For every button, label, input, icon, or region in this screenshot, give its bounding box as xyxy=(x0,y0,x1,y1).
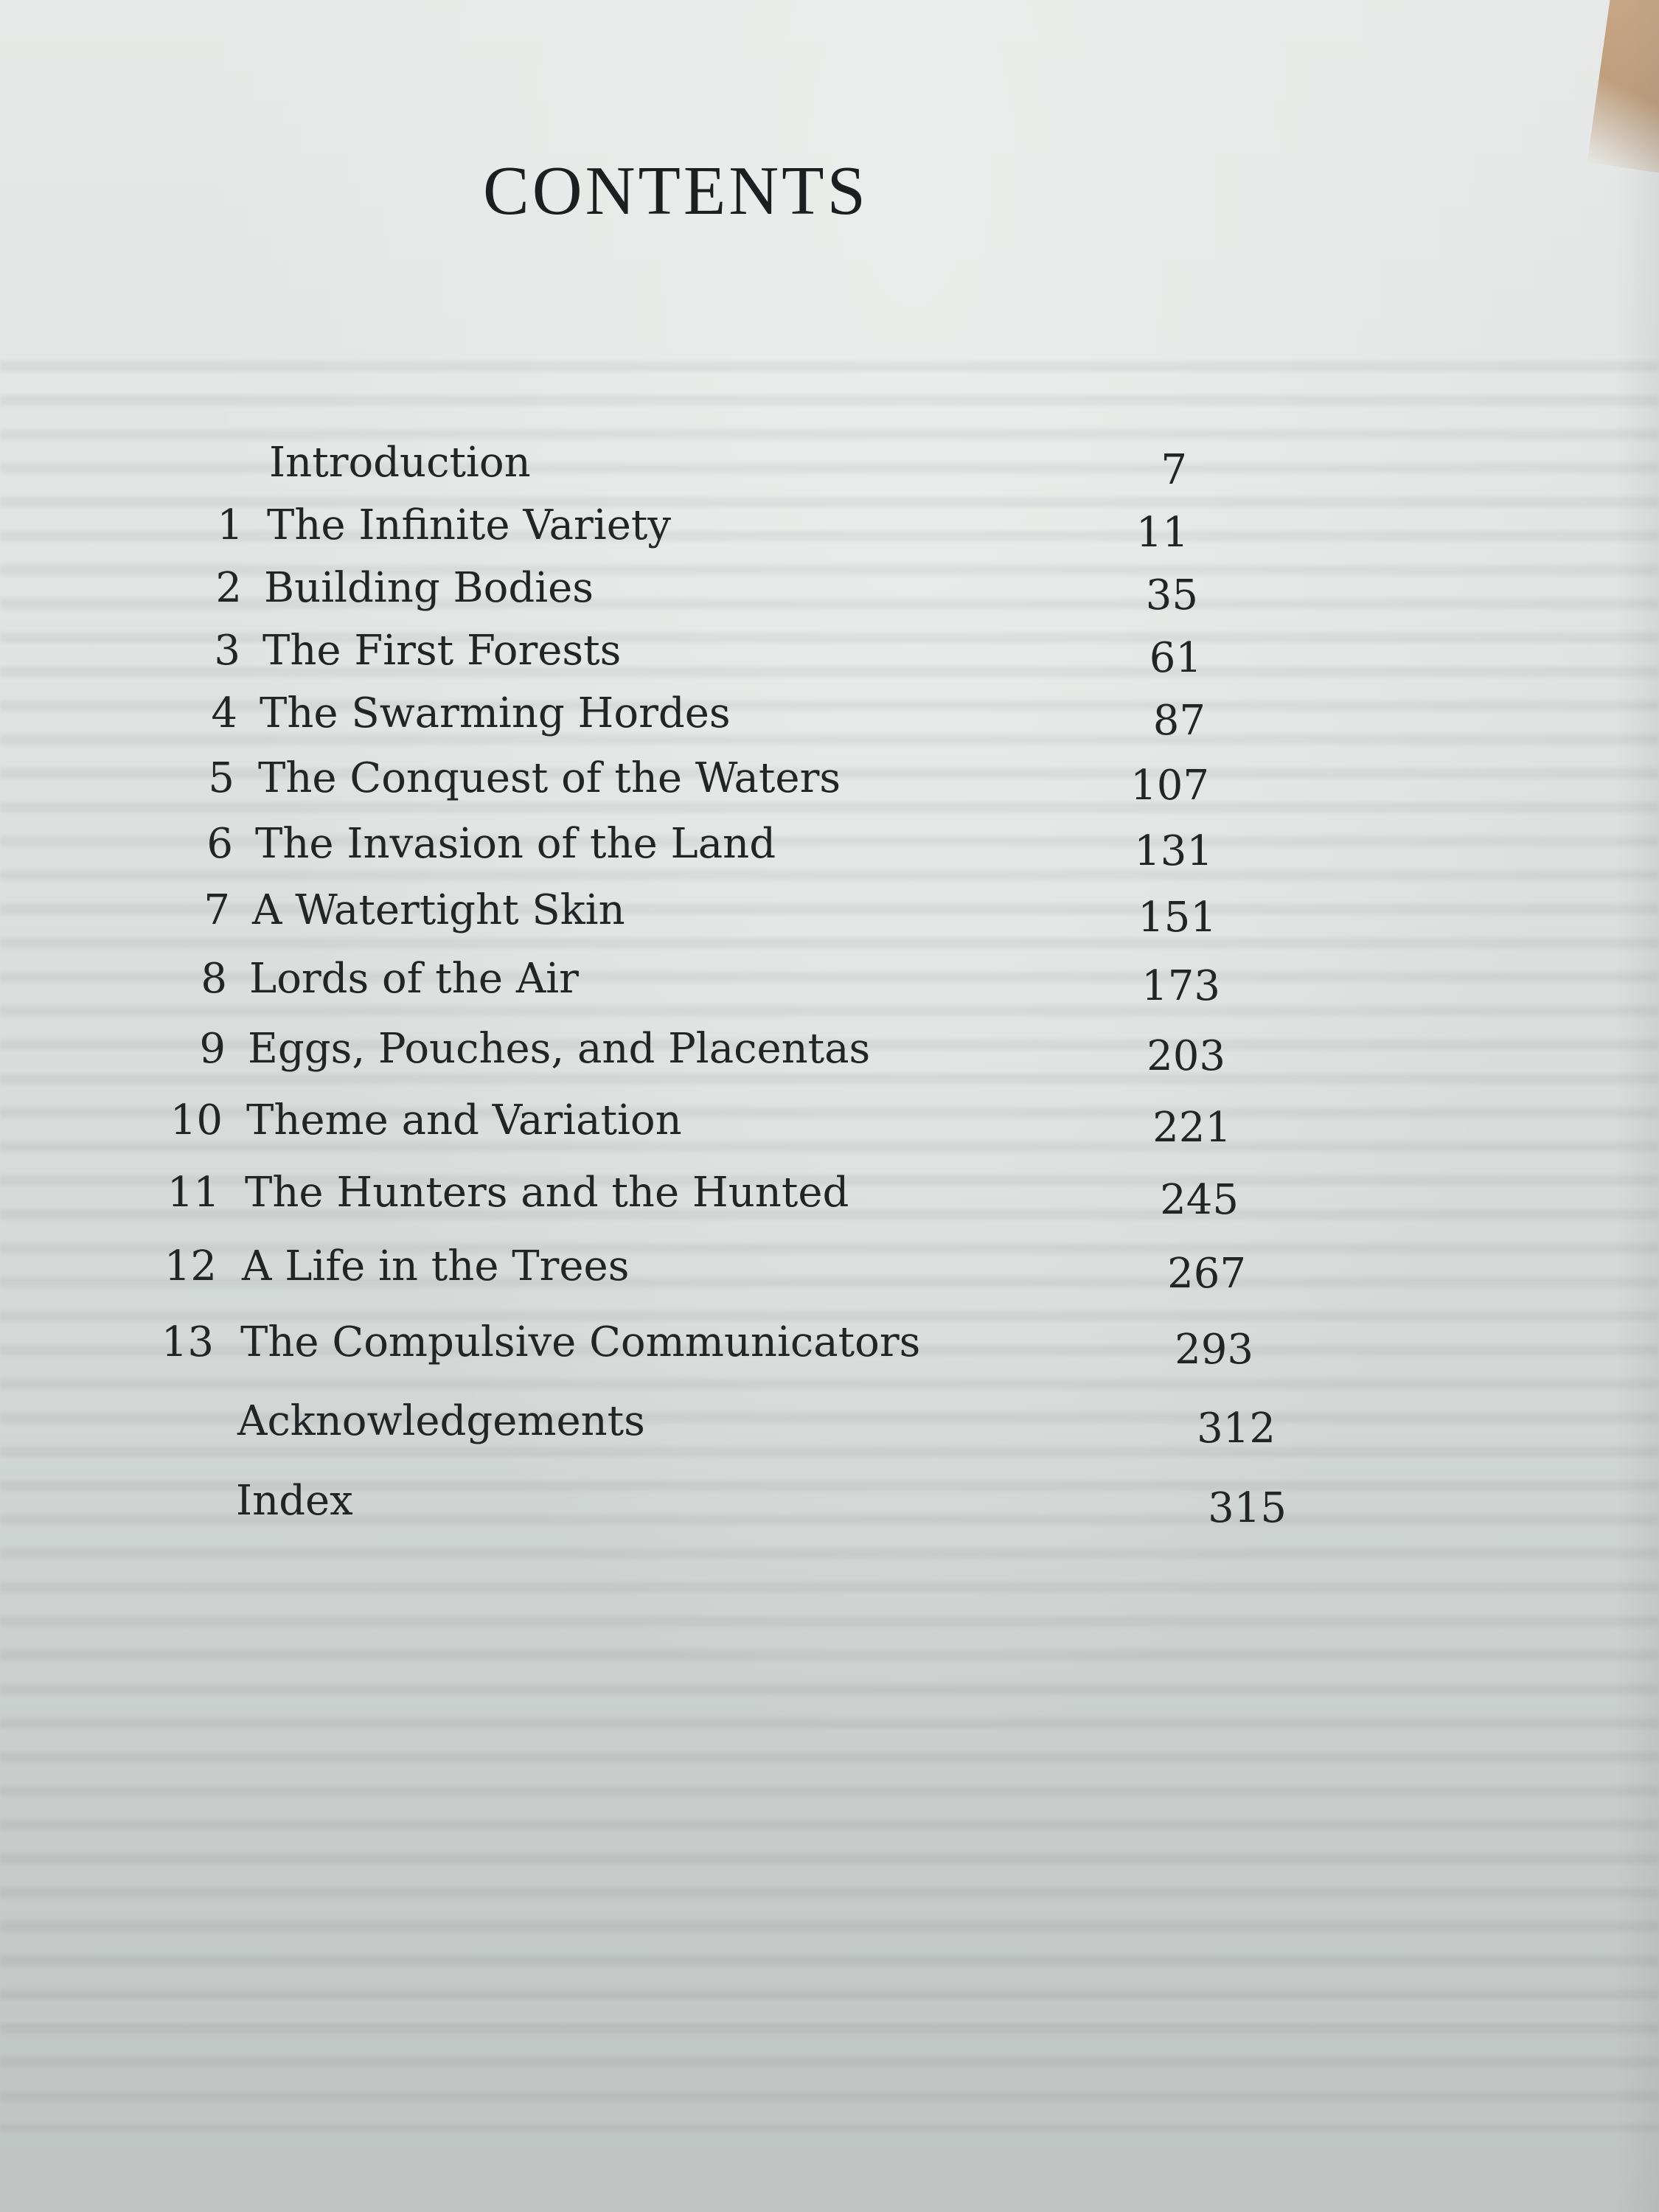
toc-entry-page: 221 xyxy=(1152,1104,1231,1152)
toc-entry-title: The Conquest of the Waters xyxy=(258,754,841,802)
toc-entry-number: 11 xyxy=(167,1169,220,1217)
toc-entry-number: 4 xyxy=(211,689,237,737)
toc-entry-number: 8 xyxy=(201,955,227,1003)
toc-entry-number: 9 xyxy=(199,1025,226,1073)
toc-entry-number: 1 xyxy=(217,501,243,549)
toc-entry-number: 5 xyxy=(208,754,234,802)
contents-heading: CONTENTS xyxy=(483,153,869,229)
toc-entry-title: A Life in the Trees xyxy=(242,1242,630,1290)
toc-entry-page: 35 xyxy=(1145,571,1198,619)
toc-entry-title: Index xyxy=(236,1477,353,1525)
toc-entry-title: The Swarming Hordes xyxy=(260,689,731,737)
toc-entry-page: 107 xyxy=(1130,762,1209,810)
toc-entry-page: 7 xyxy=(1161,446,1187,494)
toc-entry-page: 203 xyxy=(1147,1032,1225,1080)
toc-entry-title: Acknowledgements xyxy=(237,1397,645,1445)
toc-entry-title: Lords of the Air xyxy=(249,955,579,1003)
toc-entry-number: 2 xyxy=(215,564,242,612)
toc-entry-title: A Watertight Skin xyxy=(252,886,625,934)
toc-entry-page: 11 xyxy=(1135,509,1189,557)
toc-entry-page: 151 xyxy=(1138,894,1217,942)
toc-entry-title: The First Forests xyxy=(262,627,622,675)
toc-entry-page: 267 xyxy=(1167,1250,1246,1298)
toc-entry-number: 6 xyxy=(206,820,233,868)
toc-entry-number: 13 xyxy=(161,1318,214,1366)
toc-entry-title: The Infinite Variety xyxy=(267,501,671,549)
toc-entry-number: 10 xyxy=(170,1096,223,1144)
toc-entry-title: Introduction xyxy=(269,439,531,487)
toc-entry-number: 7 xyxy=(204,886,230,934)
toc-entry-page: 312 xyxy=(1197,1405,1276,1453)
toc-entry-page: 245 xyxy=(1160,1176,1239,1224)
toc-entry-page: 87 xyxy=(1152,697,1206,745)
toc-entry-title: Theme and Variation xyxy=(246,1096,682,1144)
toc-entry-title: Eggs, Pouches, and Placentas xyxy=(248,1025,871,1073)
toc-entry-page: 61 xyxy=(1149,634,1202,682)
toc-entry-number: 3 xyxy=(214,627,240,675)
toc-entry-page: 293 xyxy=(1175,1326,1253,1374)
toc-entry-title: Building Bodies xyxy=(264,564,594,612)
toc-entry-page: 315 xyxy=(1208,1484,1287,1532)
toc-entry-number: 12 xyxy=(164,1242,217,1290)
toc-entry-title: The Invasion of the Land xyxy=(255,820,776,868)
toc-entry-title: The Compulsive Communicators xyxy=(240,1318,921,1366)
toc-entry-page: 173 xyxy=(1141,962,1220,1010)
toc-entry-title: The Hunters and the Hunted xyxy=(245,1169,849,1217)
toc-entry-page: 131 xyxy=(1134,827,1213,875)
